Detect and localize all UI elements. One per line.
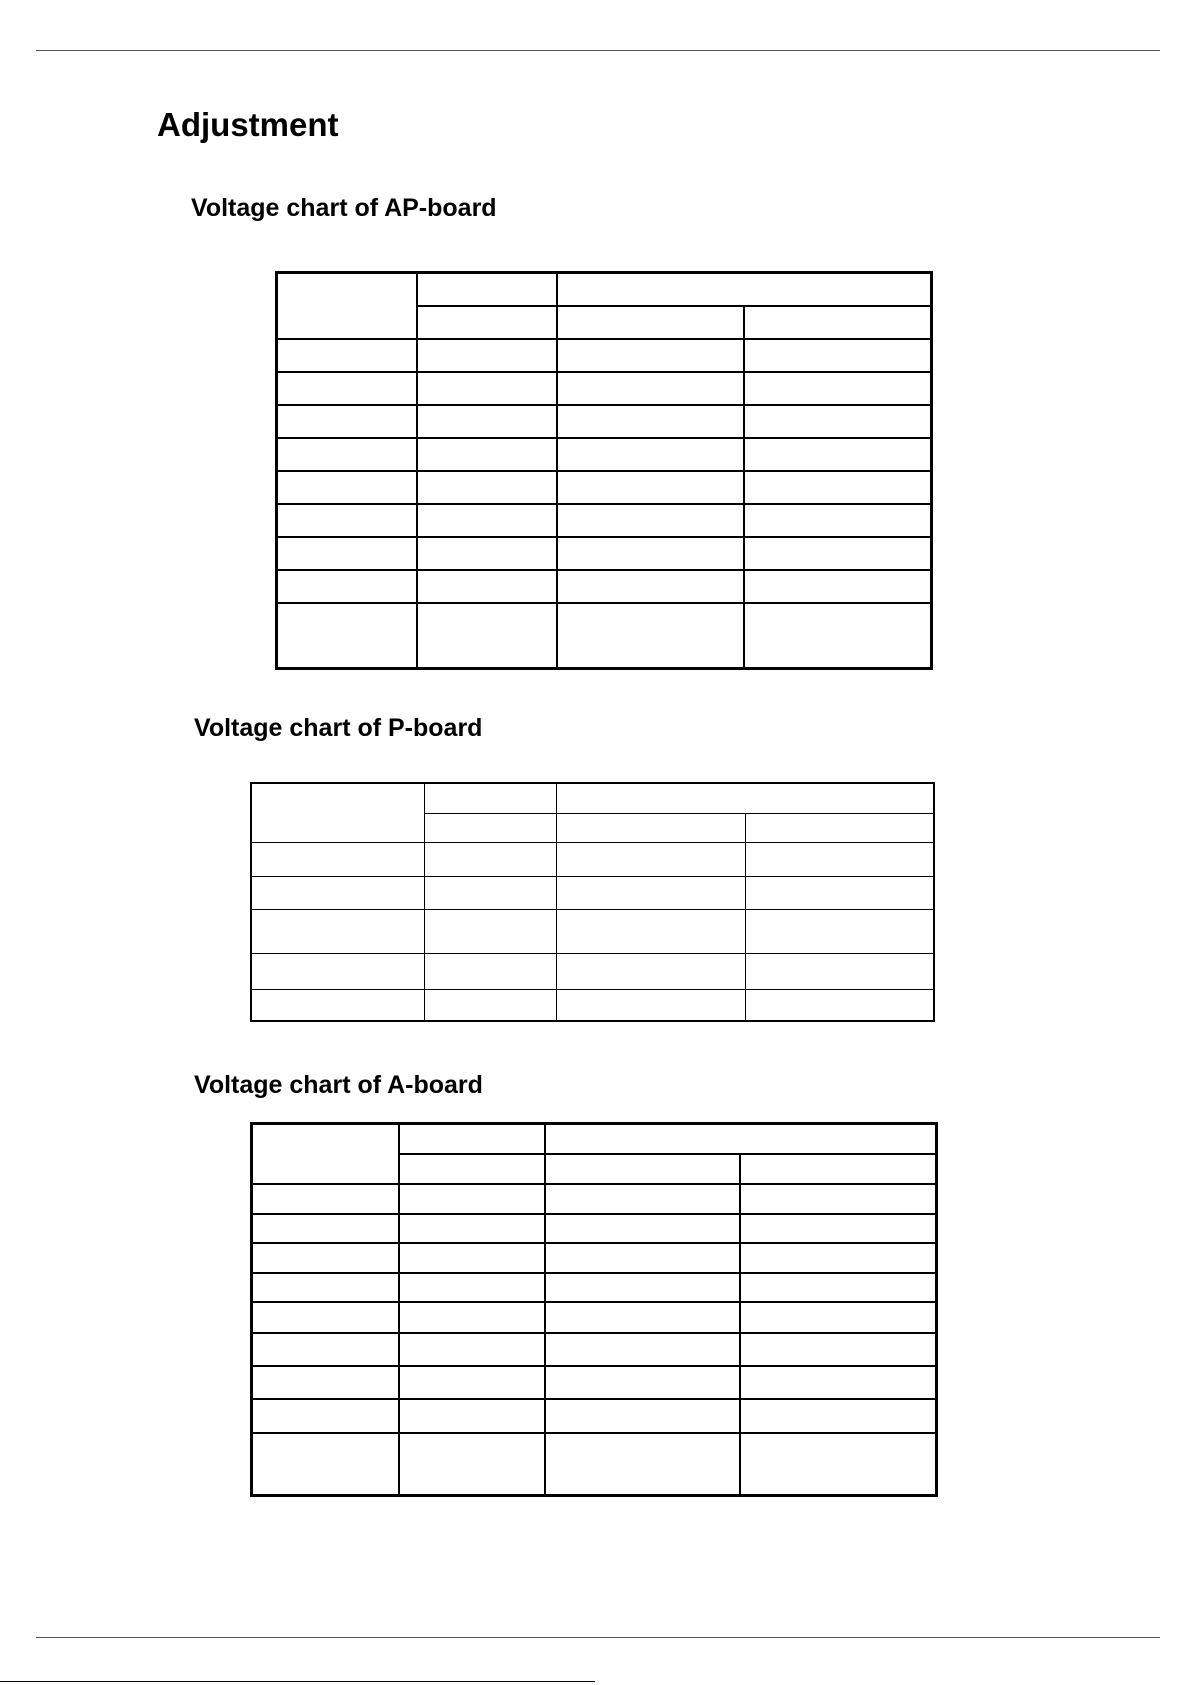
table-header-cell	[557, 273, 932, 306]
table-row	[277, 537, 932, 570]
table-cell	[252, 1184, 399, 1214]
table-cell	[545, 1433, 740, 1496]
table-header-cell	[556, 813, 745, 842]
table-cell	[556, 989, 745, 1021]
table-cell	[744, 438, 932, 471]
table-row	[252, 1273, 937, 1302]
table-header-cell	[556, 783, 934, 813]
table-cell	[417, 603, 557, 669]
table-cell	[557, 339, 744, 372]
table-cell	[277, 372, 417, 405]
table-row	[252, 1366, 937, 1399]
table-row	[252, 1433, 937, 1496]
table-row	[277, 438, 932, 471]
table-cell	[399, 1214, 545, 1243]
footer-rule	[36, 1637, 1160, 1638]
table-cell	[252, 1302, 399, 1333]
table-cell	[744, 603, 932, 669]
table-row	[252, 1333, 937, 1366]
table-row	[277, 504, 932, 537]
table-row	[277, 372, 932, 405]
page-title: Adjustment	[157, 106, 339, 143]
table-row	[277, 405, 932, 438]
table-cell	[252, 1243, 399, 1273]
table-cell	[277, 603, 417, 669]
footer-divider	[0, 1681, 595, 1682]
table-header-row	[277, 273, 932, 306]
table-cell	[744, 570, 932, 603]
voltage-table-p-board	[250, 782, 935, 1022]
table-cell	[399, 1184, 545, 1214]
table-cell	[277, 570, 417, 603]
table-header-cell	[745, 813, 934, 842]
table-cell	[252, 1433, 399, 1496]
table-cell	[417, 570, 557, 603]
table-header-cell	[277, 273, 417, 339]
table-header-cell	[399, 1124, 545, 1154]
table-cell	[424, 953, 556, 989]
table-cell	[557, 570, 744, 603]
table-cell	[745, 953, 934, 989]
table-cell	[545, 1366, 740, 1399]
table-header-cell	[417, 306, 557, 339]
table-cell	[745, 909, 934, 953]
table-cell	[545, 1399, 740, 1433]
table-cell	[417, 405, 557, 438]
table-cell	[399, 1243, 545, 1273]
table-cell	[545, 1214, 740, 1243]
table-cell	[557, 372, 744, 405]
table-header-row	[252, 1124, 937, 1154]
table-cell	[740, 1273, 937, 1302]
table-cell	[417, 471, 557, 504]
table-cell	[252, 1273, 399, 1302]
table-cell	[557, 537, 744, 570]
table-cell	[277, 504, 417, 537]
table-cell	[399, 1273, 545, 1302]
table-row	[252, 1214, 937, 1243]
table-cell	[277, 471, 417, 504]
table-cell	[424, 909, 556, 953]
table-cell	[740, 1433, 937, 1496]
table-cell	[744, 405, 932, 438]
table-cell	[745, 989, 934, 1021]
table-cell	[545, 1333, 740, 1366]
table-header-cell	[417, 273, 557, 306]
table-cell	[740, 1366, 937, 1399]
table-cell	[740, 1214, 937, 1243]
table-cell	[740, 1333, 937, 1366]
table-cell	[251, 989, 424, 1021]
table-cell	[252, 1333, 399, 1366]
table-cell	[557, 405, 744, 438]
table-cell	[399, 1366, 545, 1399]
table-cell	[745, 876, 934, 909]
table-cell	[277, 405, 417, 438]
table-cell	[277, 438, 417, 471]
table-cell	[545, 1302, 740, 1333]
table-cell	[556, 842, 745, 876]
table-cell	[745, 842, 934, 876]
table-cell	[277, 339, 417, 372]
table-cell	[744, 372, 932, 405]
table-cell	[252, 1366, 399, 1399]
table-cell	[399, 1433, 545, 1496]
table-header-cell	[744, 306, 932, 339]
table-cell	[399, 1302, 545, 1333]
table-row	[251, 842, 934, 876]
table-row	[252, 1243, 937, 1273]
section-title-ap-board: Voltage chart of AP-board	[191, 194, 497, 222]
table-cell	[424, 876, 556, 909]
table-cell	[557, 603, 744, 669]
table-row	[252, 1302, 937, 1333]
table-cell	[251, 909, 424, 953]
table-cell	[557, 438, 744, 471]
table-cell	[740, 1184, 937, 1214]
table-cell	[251, 842, 424, 876]
table-cell	[740, 1302, 937, 1333]
table-row	[251, 909, 934, 953]
table-cell	[557, 471, 744, 504]
table-row	[252, 1184, 937, 1214]
table-cell	[399, 1399, 545, 1433]
table-cell	[424, 842, 556, 876]
table-cell	[744, 471, 932, 504]
table-cell	[556, 876, 745, 909]
table-cell	[740, 1399, 937, 1433]
table-header-cell	[424, 783, 556, 813]
section-title-a-board: Voltage chart of A-board	[194, 1071, 483, 1099]
table-cell	[556, 909, 745, 953]
table-cell	[417, 372, 557, 405]
table-cell	[740, 1243, 937, 1273]
table-cell	[545, 1184, 740, 1214]
section-title-p-board: Voltage chart of P-board	[194, 714, 483, 742]
table-cell	[277, 537, 417, 570]
table-row	[277, 570, 932, 603]
voltage-table-a-board	[250, 1122, 938, 1497]
table-row	[277, 471, 932, 504]
table-cell	[545, 1243, 740, 1273]
table-cell	[557, 504, 744, 537]
table-row	[251, 876, 934, 909]
table-cell	[252, 1214, 399, 1243]
table-cell	[744, 537, 932, 570]
table-cell	[252, 1399, 399, 1433]
table-cell	[424, 989, 556, 1021]
table-header-row	[251, 783, 934, 813]
table-header-cell	[545, 1124, 937, 1154]
table-cell	[744, 504, 932, 537]
table-cell	[417, 339, 557, 372]
table-cell	[545, 1273, 740, 1302]
table-header-cell	[399, 1154, 545, 1184]
table-cell	[251, 876, 424, 909]
table-cell	[417, 504, 557, 537]
table-row	[251, 989, 934, 1021]
table-row	[277, 339, 932, 372]
table-cell	[417, 438, 557, 471]
table-cell	[556, 953, 745, 989]
table-header-cell	[424, 813, 556, 842]
table-row	[251, 953, 934, 989]
voltage-table-ap-board	[275, 271, 933, 670]
table-cell	[417, 537, 557, 570]
table-cell	[251, 953, 424, 989]
table-cell	[399, 1333, 545, 1366]
header-rule	[36, 50, 1160, 51]
table-header-cell	[545, 1154, 740, 1184]
table-header-cell	[251, 783, 424, 842]
table-cell	[744, 339, 932, 372]
table-row	[252, 1399, 937, 1433]
table-row	[277, 603, 932, 669]
table-header-cell	[252, 1124, 399, 1184]
table-header-cell	[740, 1154, 937, 1184]
table-header-cell	[557, 306, 744, 339]
